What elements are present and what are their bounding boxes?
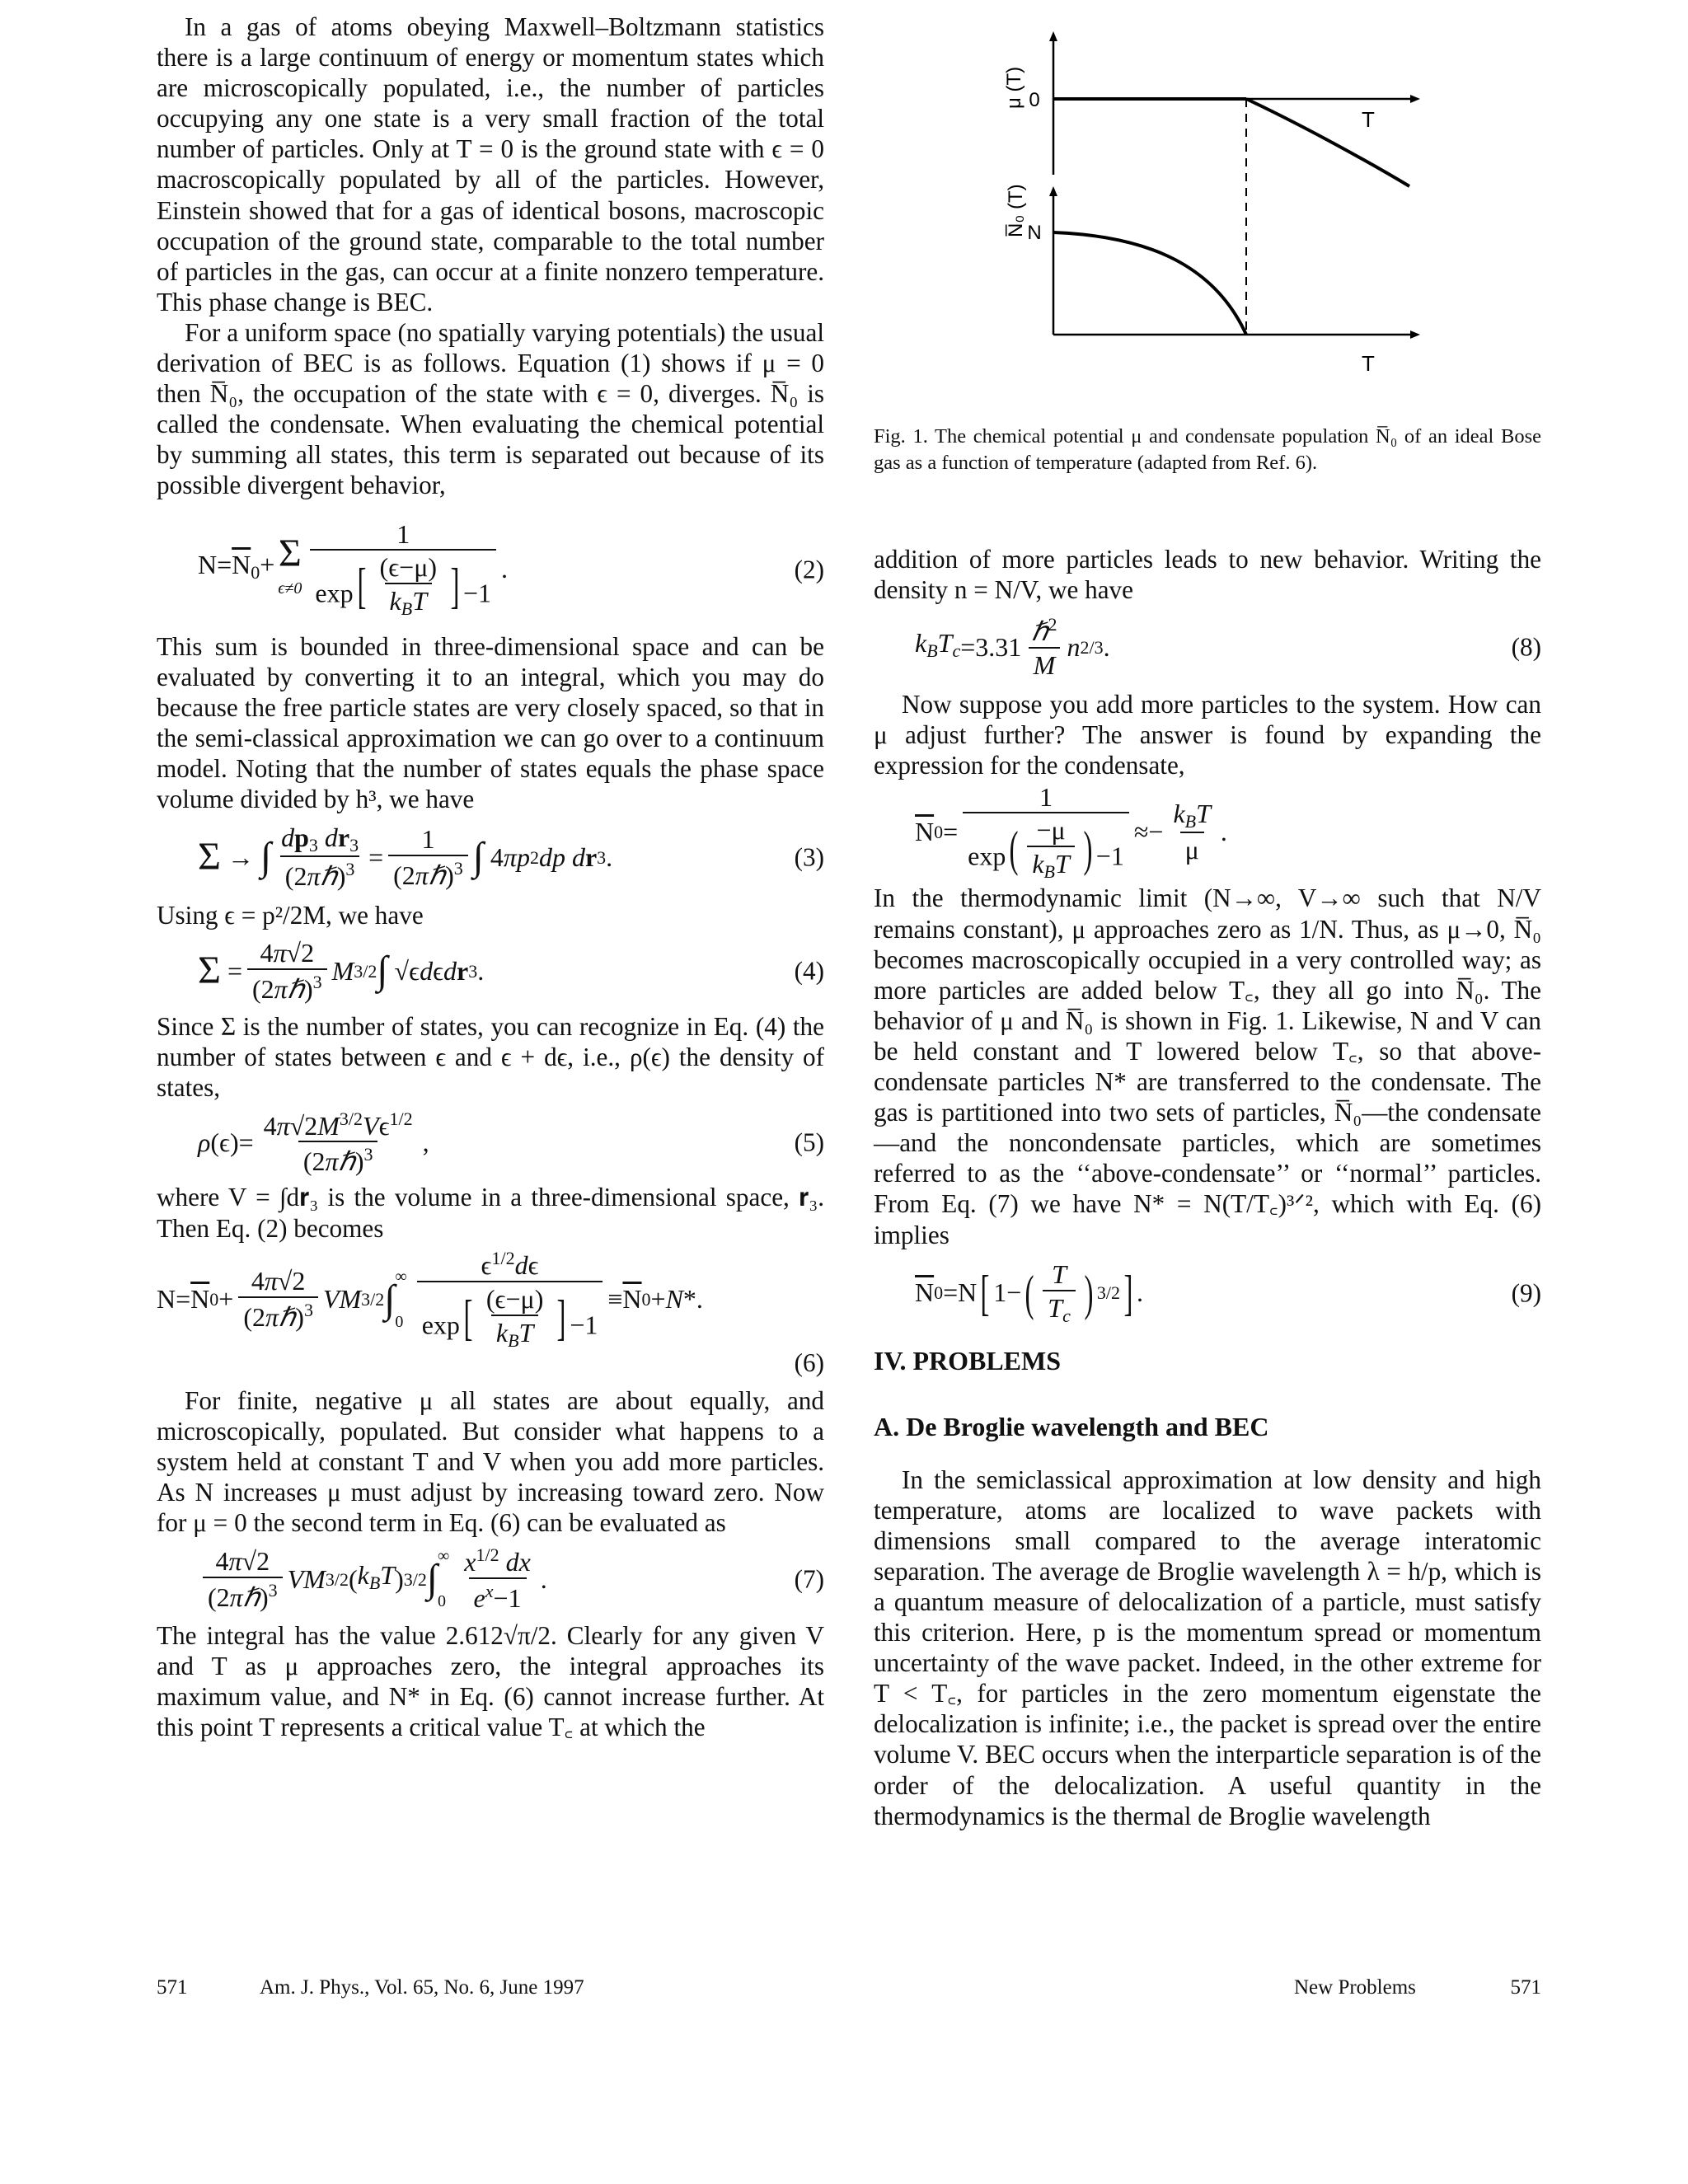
journal-citation: Am. J. Phys., Vol. 65, No. 6, June 1997 bbox=[260, 1976, 584, 1999]
bottom-y-label: N̅₀ (T) bbox=[1005, 184, 1027, 237]
mu-curve-descent bbox=[1246, 99, 1409, 186]
equation-number: (3) bbox=[794, 842, 824, 872]
bottom-x-arrow bbox=[1410, 330, 1420, 339]
top-y-label: μ (T) bbox=[1003, 66, 1025, 109]
equation-9: $\overline{N}$ 0 =N [ 1− ( $\frac{T}{T_c}$ ) 3/2 ] . (9) bbox=[915, 1259, 1541, 1326]
paragraph: This sum is bounded in three-dimensional space and can be evaluated by converting it to an integral, which you may do because the free particle states are very closely spaced, so that in the semi-classical approximation we can go over to a continuum model. Noting that the number of states equals the phase space volume divided by h³, we have bbox=[157, 631, 824, 813]
right-column bbox=[874, 12, 1541, 1831]
equation-6: N= $\overline{N}$ 0 + $\frac{4\pi√2}{(2\pi\hbar)^3}$ VM 3/2 ∫ ∞ 0 $\epsilon^{1/2}d\epsilon$ exp [ $\frac{(\epsilon-\mu)}{k_BT}$ ] −1 ≡ $\overline{N}$ 0 + N *. bbox=[157, 1248, 703, 1351]
equation-number: (5) bbox=[794, 1127, 824, 1157]
paragraph: For finite, negative μ all states are about equally, and microscopically, populated. But consider what happens to a system held at constant T and V when you add more particles. As N increases μ must adjust by increasing toward zero. Now for μ = 0 the second term in Eq. (6) can be evaluated as bbox=[157, 1385, 824, 1537]
page-number-left: 571 bbox=[157, 1976, 188, 1999]
equation-number: (2) bbox=[794, 554, 824, 583]
paragraph: where V = ∫d𝐫₃ is the volume in a three-dimensional space, 𝐫₃. Then Eq. (2) becomes bbox=[157, 1183, 824, 1243]
equation-8: $k_BT_c$ =3.31 $\frac{\hbar^2}{M}$ n 2/3 . (8) bbox=[915, 613, 1541, 680]
paragraph: For a uniform space (no spatially varying potentials) the usual derivation of BEC is as follows. Equation (1) shows if μ = 0 then N̅₀, the occupation of the state with ϵ = 0, diverges. N̅₀ is called the condensate. When evaluating the chemical potential by summing all states, this term is separated out because of its possible divergent behavior, bbox=[157, 317, 824, 500]
top-x-label: T bbox=[1362, 107, 1375, 132]
top-x-arrow bbox=[1410, 95, 1420, 103]
equation-number: (7) bbox=[794, 1564, 824, 1594]
section-heading: IV. PROBLEMS bbox=[874, 1345, 1062, 1376]
equation-5: ρ (ϵ)= $\frac{4\pi√2M^{3/2}V\epsilon^{1/2}}{(2\pi\hbar)^3}$ , (5) bbox=[198, 1108, 824, 1177]
equation-number: (8) bbox=[1511, 632, 1541, 662]
equation-number: (9) bbox=[1511, 1278, 1541, 1308]
paragraph: addition of more particles leads to new behavior. Writing the density n = N/V, we have bbox=[874, 545, 1541, 605]
bottom-y-arrow bbox=[1049, 186, 1057, 196]
figure-1-plot bbox=[874, 12, 1541, 415]
subsection-heading: A. De Broglie wavelength and BEC bbox=[874, 1411, 1269, 1441]
bottom-tick-n: N bbox=[1027, 222, 1042, 244]
equation-condensate-expansion: $\overline{N}$ 0 = 1 exp ( $\frac{-\mu}{k_BT}$ ) −1 ≈− $\frac{k_BT}{\mu}$ . bbox=[915, 781, 1227, 883]
equation-number: (6) bbox=[794, 1347, 824, 1377]
top-y-arrow bbox=[1049, 31, 1057, 41]
figure-caption: Fig. 1. The chemical potential μ and condensate population N̅₀ of an ideal Bose gas as a function of temperature (adapted from Ref. 6). bbox=[874, 425, 1541, 474]
paragraph: The integral has the value 2.612√π/2. Clearly for any given V and T as μ approaches zero, the integral approaches its maximum value, and N* in Eq. (6) cannot increase further. At this point T represents a critical value T꜀ at which the bbox=[157, 1621, 824, 1742]
equation-number: (4) bbox=[794, 956, 824, 986]
top-tick-zero: 0 bbox=[1029, 89, 1040, 111]
equation-3: Σ → ∫ $\frac{dp_3 dr_3}{(2\pi\hbar)^3}$ = $\frac{1}{(2\pi\hbar)^3}$ ∫ 4 πp 2 dp d r 3 . (3) bbox=[198, 823, 824, 892]
paragraph: In the semiclassical approximation at low density and high temperature, atoms are localized to wave packets with dimensions small compared to the average interatomic separation. The average de Broglie wavelength λ = h/p, which is a quantum measure of delocalization of a particle, must satisfy this criterion. Here, p is the momentum spread or momentum uncertainty of the wave packet. Indeed, in the other extreme for T < T꜀, for particles in the zero momentum eigenstate the delocalization is infinite; i.e., the packet is spread over the entire volume V. BEC occurs when the interparticle separation is of the order of the delocalization. A useful quantity in the thermodynamics is the thermal de Broglie wavelength bbox=[874, 1465, 1541, 1830]
left-column bbox=[157, 12, 824, 1742]
paragraph: Using ϵ = p²/2M, we have bbox=[157, 901, 424, 930]
paragraph: Since Σ is the number of states, you can recognize in Eq. (4) the number of states between ϵ and ϵ + dϵ, i.e., ρ(ϵ) the density of states, bbox=[157, 1012, 824, 1103]
page-number-right: 571 bbox=[1510, 1976, 1541, 1999]
equation-7: $\frac{4\pi√2}{(2\pi\hbar)^3}$ VM 3/2 ( $k_BT$ ) 3/2 ∫ ∞ 0 $\frac{x^{1/2} dx}{e^x-1}$ . (7) bbox=[157, 1538, 824, 1620]
paragraph: Now suppose you add more particles to the system. How can μ adjust further? The answer is found by expanding the expression for the condensate, bbox=[874, 690, 1541, 780]
figure-1 bbox=[874, 12, 1541, 474]
equation-2: $N=\overline{N}_0+$ Σ ϵ≠0 1 exp [ $\frac{(\epsilon-\mu)}{k_BT}$ ] −1 . (2) bbox=[198, 518, 824, 620]
equation-4: Σ = $\frac{4\pi√2}{(2\pi\hbar)^3}$ M 3/2 ∫ √ϵ d ϵ d r 3 . (4) bbox=[198, 937, 824, 1004]
condensate-curve bbox=[1053, 232, 1246, 335]
paragraph: In a gas of atoms obeying Maxwell–Boltzmann statistics there is a large continuum of energy or momentum states which are microscopically populated, i.e., the number of particles occupying any one state is a very small fraction of the total number of particles. Only at T = 0 is the ground state with ϵ = 0 macroscopically populated by all of the particles. However, Einstein showed that for a gas of identical bosons, macroscopic occupation of the ground state, comparable to the total number of particles in the gas, can occur at a finite nonzero temperature. This phase change is BEC. bbox=[157, 12, 824, 316]
bottom-x-label: T bbox=[1362, 351, 1375, 376]
section-name: New Problems bbox=[1294, 1976, 1416, 1999]
paragraph: In the thermodynamic limit (N→∞, V→∞ such that N/V remains constant), μ approaches zero as 1/N. Thus, as μ→0, N̅₀ becomes macroscopically occupied in a very controlled way; as more particles are added below T꜀, they all go into N̅₀. The behavior of μ and N̅₀ is shown in Fig. 1. Likewise, N and V can be held constant and T lowered below T꜀, so that above-condensate particles N* are transferred to the condensate. The gas is partitioned into two sets of particles, N̅₀—the condensate—and the noncondensate particles, which are sometimes referred to as the ‘‘above-condensate’’ or ‘‘normal’’ particles. From Eq. (7) we have N* = N(T/T꜀)³ᐟ², which with Eq. (6) implies bbox=[874, 883, 1541, 1249]
